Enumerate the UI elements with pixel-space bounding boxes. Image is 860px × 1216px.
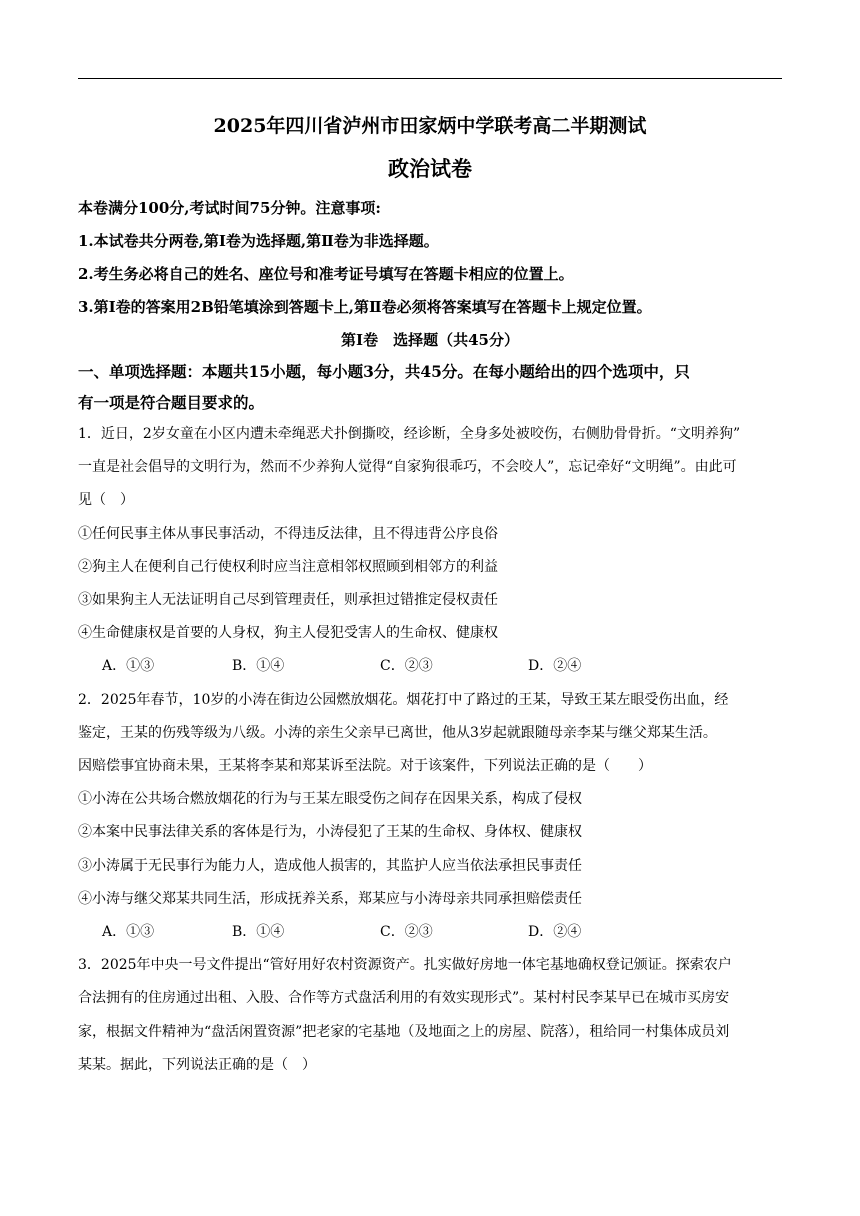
choice-c: C．②③ [380, 658, 433, 675]
question-3 [78, 949, 782, 1082]
statement: ④小涛与继父郑某共同生活，形成抚养关系，郑某应与小涛母亲共同承担赔偿责任 [78, 890, 582, 907]
choice-c: C．②③ [380, 924, 433, 941]
question-1 [78, 418, 782, 684]
statement: ①任何民事主体从事民事活动，不得违反法律，且不得违背公序良俗 [78, 525, 498, 542]
instruction-line: 3.第Ⅰ卷的答案用2B铅笔填涂到答题卡上,第Ⅱ卷必须将答案填写在答题卡上规定位置。 [78, 298, 652, 316]
instruction-line: 2.考生务必将自己的姓名、座位号和准考证号填写在答题卡相应的位置上。 [78, 265, 574, 283]
exam-subtitle: 政治试卷 [388, 156, 472, 181]
exam-title: 2025年四川省泸州市田家炳中学联考高二半期测试 [213, 115, 647, 137]
choice-b: B．①④ [232, 924, 285, 941]
statement: ③小涛属于无民事行为能力人，造成他人损害的，其监护人应当依法承担民事责任 [78, 857, 582, 874]
part-title: 一、单项选择题：本题共15小题，每小题3分，共45分。在每小题给出的四个选项中，只 [78, 362, 690, 381]
question-stem-line: 鉴定，王某的伤残等级为八级。小涛的亲生父亲早已离世，他从3岁起就跟随母亲李某与继父郑某生活。 [78, 724, 717, 741]
choice-d: D．②④ [528, 924, 582, 941]
exam-page [78, 112, 782, 1082]
statement: ③如果狗主人无法证明自己尽到管理责任，则承担过错推定侵权责任 [78, 592, 498, 609]
choice-a: A．①③ [102, 924, 155, 941]
question-stem-line: 家，根据文件精神为“盘活闲置资源”把老家的宅基地（及地面之上的房屋、院落），租给同一村集体成员刘 [78, 1023, 730, 1040]
question-2 [78, 684, 782, 950]
question-stem-line: 因赔偿事宜协商未果，王某将李某和郑某诉至法院。对于该案件，下列说法正确的是（ ） [78, 758, 652, 775]
choice-b: B．①④ [232, 658, 285, 675]
question-stem-line: 2．2025年春节，10岁的小涛在街边公园燃放烟花。烟花打中了路过的王某，导致王某左眼受伤出血，经 [78, 691, 729, 708]
section-title: 第Ⅰ卷 选择题（共45分） [341, 331, 519, 349]
question-stem-line: 3．2025年中央一号文件提出“管好用好农村资源资产。扎实做好房地一体宅基地确权登记颁证。探索农户 [78, 957, 732, 974]
choices-row [78, 916, 782, 949]
statement: ④生命健康权是首要的人身权，狗主人侵犯受害人的生命权、健康权 [78, 625, 498, 642]
part-title: 有一项是符合题目要求的。 [78, 393, 265, 412]
instruction-line: 1.本试卷共分两卷,第Ⅰ卷为选择题,第Ⅱ卷为非选择题。 [78, 232, 439, 250]
question-stem-line: 见（ ） [78, 492, 134, 509]
question-stem-line: 某某。据此，下列说法正确的是（ ） [78, 1056, 316, 1073]
choice-a: A．①③ [102, 658, 155, 675]
statement: ①小涛在公共场合燃放烟花的行为与王某左眼受伤之间存在因果关系，构成了侵权 [78, 791, 582, 808]
question-stem-line: 1．近日，2岁女童在小区内遭未牵绳恶犬扑倒撕咬，经诊断，全身多处被咬伤，右侧肋骨骨折。“文明养狗” [78, 426, 741, 442]
header-rule [78, 78, 782, 79]
choices-row [78, 650, 782, 683]
instruction-line: 本卷满分100分,考试时间75分钟。注意事项: [78, 199, 381, 217]
statement: ②本案中民事法律关系的客体是行为，小涛侵犯了王某的生命权、身体权、健康权 [78, 824, 582, 841]
statement: ②狗主人在便利自己行使权利时应当注意相邻权照顾到相邻方的利益 [78, 558, 498, 575]
choice-d: D．②④ [528, 658, 582, 675]
question-stem-line: 一直是社会倡导的文明行为，然而不少养狗人觉得“自家狗很乖巧，不会咬人”，忘记牵好“文明绳”。由此可 [78, 459, 737, 476]
question-stem-line: 合法拥有的住房通过出租、入股、合作等方式盘活利用的有效实现形式”。某村村民李某早已在城市买房安 [78, 990, 730, 1007]
